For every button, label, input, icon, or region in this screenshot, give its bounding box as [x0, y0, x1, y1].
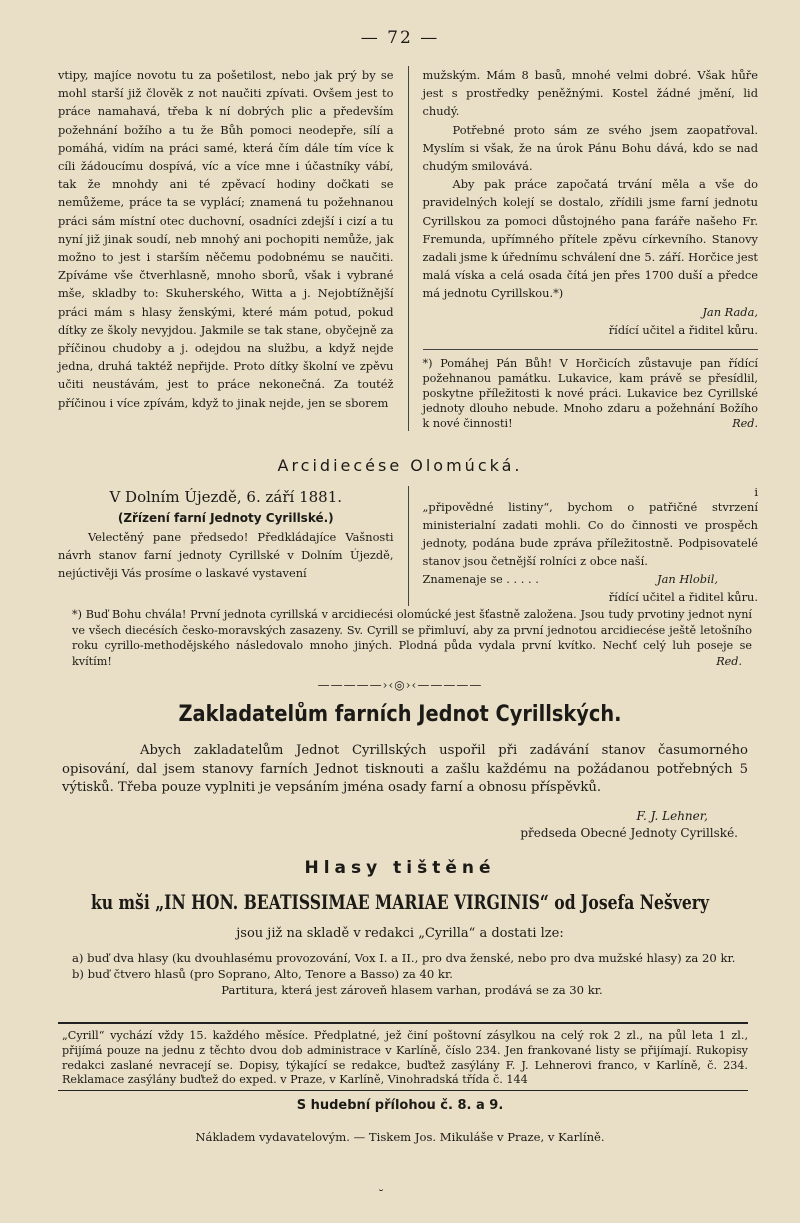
olomouc-sig-name: Jan Hlobil, — [657, 572, 718, 586]
price-options — [72, 950, 752, 998]
two-column-article — [58, 66, 758, 431]
ornament-divider: —————›‹◎›‹————— — [317, 678, 483, 692]
page-number: — 72 — — [360, 28, 440, 48]
olomouc-right-text: „připovědné listiny“, bychom o patřičné stvrzení ministerialní zadati mohli. Co do činnosti ve prospěch jednoty, podána bude zpráva příležitostně. Podpisovatelé stanov jsou četnější rolníci z obce naší. — [422, 500, 758, 568]
olomouc-right-mark: i — [754, 485, 758, 499]
olomouc-left-text: Velectěný pane předsedo! Předkládajíce Vašnosti návrh stanov farní jednoty Cyrillské v Dolním Újezdě, nejúctivěji Vás prosíme o laskavé vystavení — [58, 530, 394, 580]
olomouc-title: V Dolním Újezdě, 6. září 1881. — [109, 488, 343, 506]
founders-sig-title: předseda Obecné Jednoty Cyrillské. — [520, 826, 738, 840]
olomouc-right-column — [409, 486, 759, 606]
divider-rule — [58, 1022, 748, 1024]
signature-title: řídící učitel a řiditel kůru. — [608, 322, 758, 337]
left-column — [58, 66, 409, 431]
footnote-horcice — [423, 349, 759, 431]
olomouc-subtitle: (Zřízení farní Jednoty Cyrillské.) — [117, 511, 334, 525]
footnote2-text: *) Buď Bohu chvála! První jednota cyrillská v arcidiecési olomúcké jest šťastně založena. Jsou tudy prvotiny jednot nyní ve všech diecésích česko-moravských zasazeny. Sv. Cyrill se přimluví, aby za první jednotou arcidiecése ještě letošního roku cyrillo-methodějského následovalo mnoho jiných. Plodná půda vydala první kvítko. Nechť celý luh poseje se kvítím! — [72, 608, 752, 668]
olomouc-sig-title: řídící učitel a řiditel kůru. — [608, 590, 758, 604]
option-a: a) buď dva hlasy (ku dvouhlasému provozování, Vox I. a II., pro dva ženské, nebo pro dva mužské hlasy) za 20 kr. — [72, 951, 736, 965]
left-column-text: vtipy, majíce novotu tu za pošetilost, nebo jak prý by se mohl starší již člověk z not naučiti zpívati. Ovšem jest to práce namahavá, třeba k ní dobrých plic a především požehnání božího a tu že Bůh pomoci neodepře, sílí a pomáhá, vidím na práci samé, která čím dále tím více k cíli žádoucímu dospívá, víc a více mne i účastníky vábí, tak že mnohdy ani té zpěvací hodiny dočkati se nemůžeme, práce ta se vyplácí; znamená tu požehnanou práci sám místní otec duchovní, osadníci zdejší i cizí a tu nyní již jinak soudí, neb mnohý ani pochopiti nemůže, jak možno to jest i starším něčemu podobnému se naučiti. Zpíváme vše čtverhlasně, mnoho sborů, však i vybrané mše, skladby to: Skuherského, Witta a j. Nejobtížnější práci mám s hlasy ženskými, které mám potud, pokud dítky ze školy nevyjdou. Jakmile se tak stane, obyčejně za příčinou chudoby a j. odejdou na službu, a když nejde jedna, druhá taktéž nepřijde. Proto dítky školní ve zpěvu učiti neustávám, jest to práce nekonečná. Za toutéž příčinou i více zpívám, když to jinak nejde, jen se sborem — [58, 68, 394, 410]
section-heading: Arcidiecése Olomúcká. — [277, 456, 523, 475]
availability-text: jsou již na skladě v redakci „Cyrilla“ a dostati lze: — [236, 926, 564, 941]
print-mark: ˘ — [378, 1188, 384, 1202]
founders-sig-name: F. J. Lehner, — [636, 809, 708, 823]
signature-name: Jan Rada, — [702, 304, 758, 319]
olomouc-sign: Znamenaje se . . . . . — [422, 572, 539, 586]
mass-title: ku mši „IN HON. BEATISSIMAE MARIAE VIRGINIS“ od Josefa Nešvery — [90, 890, 710, 914]
right-column — [409, 66, 759, 431]
right-paragraph-1: mužským. Mám 8 basů, mnohé velmi dobré. Však hůře jest s prostředky peněžnými. Kostel žádné jmění, lid chudý. — [422, 68, 758, 119]
olomouc-article — [58, 486, 758, 606]
footnote-olomouc — [72, 607, 752, 669]
right-paragraph-3: Aby pak práce započatá trvání měla a vše do pravidelných kolejí se dostalo, zřídili jsme farní jednotu Cyrillskou za pomoci důstojného pana faráře našeho Fr. Fremunda, upřímného přítele zpěvu církevního. Stanovy zadali jsme k úřednímu schválení dne 5. září. Horčice jest malá víska a celá osada čítá jen přes 1700 duší a předce má jednotu Cyrillskou.*) — [422, 177, 758, 301]
supplement-note: S hudební přílohou č. 8. a 9. — [296, 1098, 504, 1113]
footer-notice: „Cyrill“ vychází vždy 15. každého měsíce. Předplatné, jež činí poštovní zásylkou na celý rok 2 zl., na půl leta 1 zl., přijímá pouze na jednu z těchto dvou dob administrace v Karlíně, číslo 234. Jen frankované listy se přijímají. Rukopisy redakci zaslané nevracejí se. Dopisy, týkající se redakce, buďtež zasýlány F. J. Lehnerovi franco, v Karlíně, č. 234. Reklamace zasýlány buďtež do exped. v Praze, v Karlíně, Vinohradská třída č. 144 — [62, 1029, 748, 1087]
founders-heading: Zakladatelům farních Jednot Cyrillských. — [178, 702, 622, 727]
hlasy-heading: Hlasy tištěné — [304, 858, 496, 878]
olomouc-left-column — [58, 486, 409, 606]
footnote-sig: Red. — [732, 417, 758, 431]
footnote-text: *) Pomáhej Pán Bůh! V Horčicích zůstavuje pan řídící požehnanou památku. Lukavice, kam právě se přesídlil, poskytne příležitosti k nové práci. Lukavice bez Cyrillské jednoty dlouho nebude. Mnoho zdaru a požehnání Božího k nové činnosti! — [422, 357, 758, 431]
option-b: b) buď čtvero hlasů (pro Soprano, Alto, Tenore a Basso) za 40 kr. — [72, 967, 453, 981]
partitura-line: Partitura, která jest zároveň hlasem varhan, prodává se za 30 kr. — [221, 983, 603, 997]
olomouc-sign-line — [423, 570, 759, 588]
founders-text: Abych zakladatelům Jednot Cyrillských uspořil při zadávání stanov časumorného opisování, dal jsem stanovy farních Jednot tisknouti a zašlu každému na požádanou potřebných 5 výtisků. Třeba pouze vyplniti je vepsáním jména osady farní a obnosu příspěvků. — [62, 743, 748, 795]
publisher-line: Nákladem vydavatelovým. — Tiskem Jos. Mikuláše v Praze, v Karlíně. — [195, 1130, 605, 1144]
footnote2-sig: Red. — [716, 654, 742, 668]
right-paragraph-2: Potřebné proto sám ze svého jsem zaopatřoval. Myslím si však, že na úrok Pánu Bohu dává, kdo se nad chudým smilovává. — [422, 122, 758, 174]
founders-signature — [520, 808, 738, 842]
divider-rule-2 — [58, 1090, 748, 1091]
